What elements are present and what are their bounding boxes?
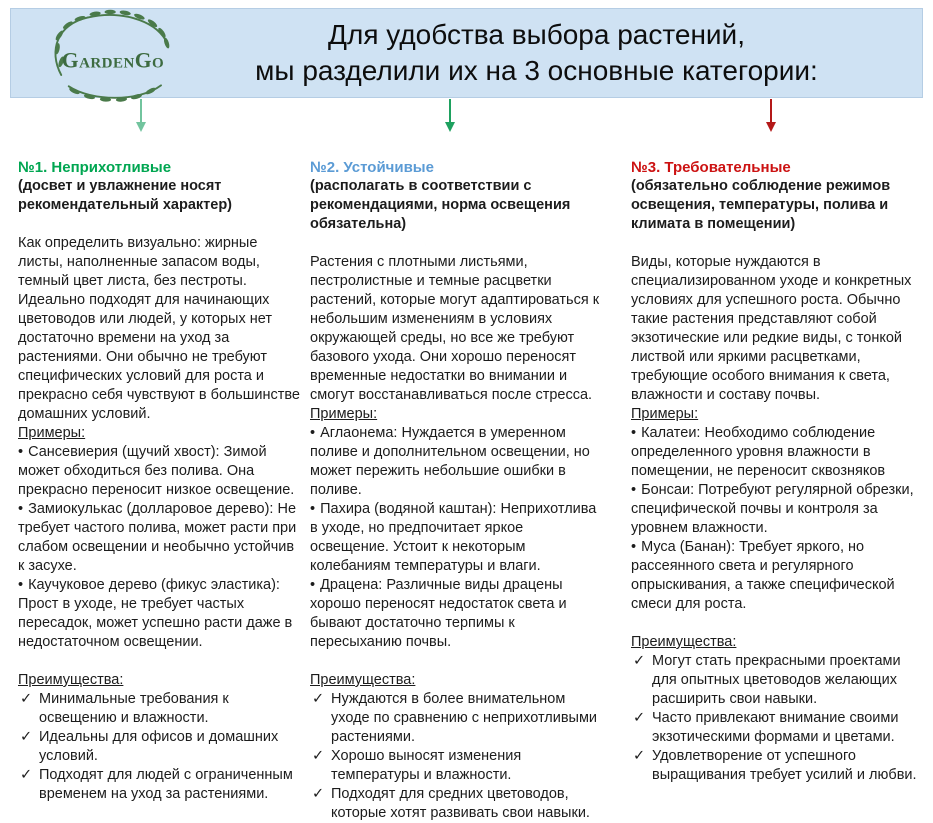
category-3-heading: №3. Требовательные	[631, 159, 791, 176]
category-column-demanding	[631, 158, 923, 823]
example-item	[310, 576, 606, 652]
advantage-item	[310, 785, 606, 823]
checkmark-icon: ✓	[633, 653, 646, 669]
checkmark-icon: ✓	[312, 786, 325, 802]
bullet-icon: •	[631, 425, 637, 441]
example-text: Аглаонема: Нуждается в умеренном поливе и дополнительном освещении, но может пережить небольшие ошибки в поливе.	[310, 425, 590, 498]
bullet-icon: •	[18, 444, 24, 460]
example-text: Калатеи: Необходимо соблюдение определенного уровня влажности в помещении, не переносит сквозняков	[631, 425, 886, 479]
advantage-text: Подходят для людей с ограниченным временем на уход за растениями.	[39, 767, 293, 802]
bullet-icon: •	[310, 577, 316, 593]
advantage-item	[631, 652, 923, 709]
bullet-icon: •	[310, 501, 316, 517]
example-item	[631, 538, 923, 614]
advantage-text: Часто привлекают внимание своими экзотическими формами и цветами.	[652, 710, 899, 745]
example-text: Каучуковое дерево (фикус эластика): Прост в уходе, не требует частых пересадок, может успешно расти даже в недостаточном освещении.	[18, 577, 293, 650]
category-2-heading: №2. Устойчивые	[310, 159, 434, 176]
category-3-examples-label: Примеры:	[631, 406, 699, 422]
checkmark-icon: ✓	[312, 691, 325, 707]
categories-container	[18, 158, 923, 823]
checkmark-icon: ✓	[20, 767, 33, 783]
example-text: Бонсаи: Потребуют регулярной обрезки, специфической почвы и контроля за уровнем влажности.	[631, 482, 914, 536]
category-1-heading: №1. Неприхотливые	[18, 159, 172, 176]
category-2-subheading: (располагать в соответствии с рекомендациями, норма освещения обязательна)	[310, 178, 571, 232]
advantage-item	[631, 747, 923, 785]
category-1-description: Как определить визуально: жирные листы, наполненные запасом воды, темный цвет листа, без пестроты. Идеально подходят для начинающих цветоводов или людей, у которых нет достаточно времени на уход за растениями. Они обычно не требуют специфических условий для роста и прекрасно себя чувствуют в большинстве домашних условий.	[18, 235, 300, 422]
checkmark-icon: ✓	[633, 710, 646, 726]
advantage-item	[310, 747, 606, 785]
category-1-advantages-label: Преимущества:	[18, 672, 124, 688]
advantage-item	[310, 690, 606, 747]
example-text: Пахира (водяной каштан): Неприхотлива в уходе, но предпочитает яркое освещение. Устоит к некоторым колебаниям температуры и влаги.	[310, 501, 597, 574]
category-2-description: Растения с плотными листьями, пестролистные и темные расцветки растений, которые могут адаптироваться к небольшим изменениям в условиях окружающей среды, но все же требуют базового ухода. Они хорошо переносят временные недостатки во внимании и смогут восстанавливаться после стресса.	[310, 254, 600, 403]
checkmark-icon: ✓	[20, 729, 33, 745]
checkmark-icon: ✓	[312, 748, 325, 764]
category-2-examples-label: Примеры:	[310, 406, 378, 422]
bullet-icon: •	[631, 539, 637, 555]
advantage-item	[18, 766, 304, 804]
advantage-text: Могут стать прекрасными проектами для опытных цветоводов желающих расширить свои навыки.	[652, 653, 901, 707]
example-item	[310, 500, 606, 576]
example-text: Замиокулькас (долларовое дерево): Не требует частого полива, может расти при слабом освещении и необычно устойчив к засухе.	[18, 501, 297, 574]
example-item	[631, 424, 923, 481]
title-line-2: мы разделили их на 3 основные категории:	[255, 55, 818, 86]
category-column-unpretentious	[18, 158, 304, 823]
down-arrow-icon-category-1	[136, 99, 146, 132]
advantage-text: Нуждаются в более внимательном уходе по сравнению с неприхотливыми растениями.	[331, 691, 598, 745]
example-item	[18, 443, 304, 500]
bullet-icon: •	[18, 501, 24, 517]
advantage-text: Подходят для средних цветоводов, которые хотят развивать свои навыки.	[331, 786, 590, 821]
down-arrow-icon-category-2	[445, 99, 455, 132]
advantage-text: Идеальны для офисов и домашних условий.	[39, 729, 279, 764]
category-1-examples-label: Примеры:	[18, 425, 86, 441]
advantage-item	[18, 690, 304, 728]
advantage-text: Удовлетворение от успешного выращивания требует усилий и любви.	[652, 748, 917, 783]
advantage-text: Минимальные требования к освещению и влажности.	[39, 691, 229, 726]
category-2-advantages-label: Преимущества:	[310, 672, 416, 688]
category-3-description: Виды, которые нуждаются в специализированном уходе и конкретных условиях для успешного роста. Обычно такие растения представляют собой экзотические или редкие виды, с тонкой листвой или яркими расцветками, требующие особого внимания к света, влажности и составу почвы.	[631, 254, 912, 403]
bullet-icon: •	[631, 482, 637, 498]
bullet-icon: •	[310, 425, 316, 441]
advantage-item	[631, 709, 923, 747]
bullet-icon: •	[18, 577, 24, 593]
advantage-item	[18, 728, 304, 766]
example-text: Драцена: Различные виды драцены хорошо переносят недостаток света и бывают достаточно терпимы к пересыханию почвы.	[310, 577, 567, 650]
category-1-subheading: (досвет и увлажнение носят рекомендательный характер)	[18, 178, 233, 213]
logo-text: GardenGo	[61, 48, 165, 73]
example-item	[631, 481, 923, 538]
down-arrow-icon-category-3	[766, 99, 776, 132]
header-banner	[10, 8, 923, 98]
example-item	[18, 576, 304, 652]
category-3-subheading: (обязательно соблюдение режимов освещения, температуры, полива и климата в помещении)	[631, 178, 891, 232]
advantage-text: Хорошо выносят изменения температуры и влажности.	[331, 748, 522, 783]
category-column-resilient	[310, 158, 606, 823]
title-line-1: Для удобства выбора растений,	[328, 19, 745, 50]
page-title	[161, 9, 912, 97]
category-3-advantages-label: Преимущества:	[631, 634, 737, 650]
example-text: Сансевиерия (щучий хвост): Зимой может обходиться без полива. Она прекрасно переносит низкое освещение.	[18, 444, 295, 498]
example-item	[310, 424, 606, 500]
example-text: Муса (Банан): Требует яркого, но рассеянного света и регулярного опрыскивания, а также специфической смеси для роста.	[631, 539, 895, 612]
example-item	[18, 500, 304, 576]
checkmark-icon: ✓	[20, 691, 33, 707]
checkmark-icon: ✓	[633, 748, 646, 764]
